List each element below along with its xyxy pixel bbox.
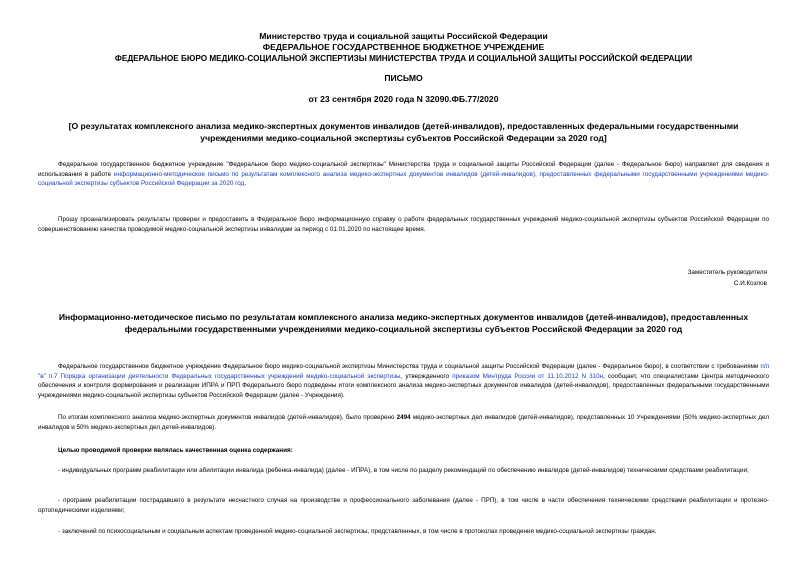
institution-heading: ФЕДЕРАЛЬНОЕ ГОСУДАРСТВЕННОЕ БЮДЖЕТНОЕ УЧРЕЖДЕНИЕ (262, 42, 545, 52)
doc-type: ПИСЬМО (384, 73, 423, 83)
bureau-heading: ФЕДЕРАЛЬНОЕ БЮРО МЕДИКО-СОЦИАЛЬНОЙ ЭКСПЕРТИЗЫ МИНИСТЕРСТВА ТРУДА И СОЦИАЛЬНОЙ ЗАЩИТЫ РОССИЙСКОЙ ФЕДЕРАЦИИ (114, 54, 693, 63)
info-letter-title: Информационно-методическое письмо по результатам комплексного анализа медико-экспертных документов инвалидов (детей-инвалидов), предоставленных федеральными государственными учреждениями медико-социальной экспертизы субъектов Российской Федерации за 2020 год (58, 312, 749, 334)
signer-name: С.И.Козлов (733, 280, 767, 287)
letter-paragraph-2: Прошу проанализировать результаты проверки и предоставить в Федеральное бюро информационную справку о работе федеральных государственных учреждений медико-социальной экспертизы субъектов Российской Федерации по совершенствованию качества проводимой медико-социальной экспертизы инвалидам за период с 01.01.2020 по настоящее время. (38, 216, 769, 233)
info-paragraph-1 (38, 362, 769, 400)
ministry-heading: Министерство труда и социальной защиты Российской Федерации (259, 31, 548, 41)
goal-item-ipra: - индивидуальных программ реабилитации или абилитации инвалида (ребенка-инвалида) (далее - ИПРА), в том числе по разделу рекомендаций по обеспечению инвалидов (детей-инвалидов) техническими средствами реабилитации; (58, 467, 749, 474)
info-letter-link[interactable]: информационно-методическое письмо по результатам комплексного анализа медико-экспертных документов инвалидов (детей-инвалидов), предоставленных федеральными государственными учреждениями медико-социальной экспертизы субъектов Российской Федерации за 2020 год (38, 170, 769, 187)
info-p1-text-c: , сообщает, что специалистами Центра методического обеспечения и контроля формирования и реализации ИПРА и ПРП Федерального бюро подведены итоги комплексного анализа медико-экспертных документов инвалидов (детей-инвалидов), предоставленных федеральными государственными учреждениями медико-социальной экспертизы субъектов Российской Федерации (далее - Учреждения). (38, 372, 769, 399)
info-p2-text-b: медико-экспертных дел инвалидов (детей-инвалидов), представленных 10 Учреждениями (50% медико-экспертных дел инвалидов и 50% медико-экспертных дел детей-инвалидов). (38, 414, 769, 431)
signer-position: Заместитель руководителя (687, 269, 767, 276)
goal-heading (38, 446, 769, 456)
letter-p1-text-a: Федеральное государственное бюджетное учреждение "Федеральное бюро медико-социальной экспертизы" Министерства труда и социальной защиты Российской Федерации (далее - Федеральное бюро) направляет для сведения и использования в работе (38, 161, 769, 178)
order-procedure-link[interactable]: п/п "в" п.7 Порядка организации деятельности Федеральных государственных учреждений медико-социальной экспертизы (38, 363, 769, 380)
goal-item-prp: - программ реабилитации пострадавшего в результате несчастного случая на производстве и профессионального заболевания (далее - ПРП), в том числе в части обеспечения техническими средствами реабилитации и протезно-ортопедическими изделиями; (38, 497, 769, 514)
mintrud-order-link[interactable]: приказом Минтруда России от 11.10.2012 N 310н (452, 372, 604, 380)
letter-p1-text-b: . (244, 180, 247, 187)
letter-paragraph-1 (38, 160, 769, 189)
info-p2-text-a: По итогам комплексного анализа медико-экспертных документов инвалидов (детей-инвалидов), было проверено (58, 414, 397, 421)
doc-date-number: от 23 сентября 2020 года N 32090.ФБ.77/2020 (308, 94, 499, 104)
info-paragraph-2 (38, 413, 769, 432)
goal-text: Целью проводимой проверки являлась качественная оценка содержания: (58, 447, 293, 454)
info-p1-text-a: Федеральное государственное бюджетное учреждение Федеральное бюро медико-социальной экспертизы Министерства труда и социальной защиты Российской Федерации (далее - Федеральное бюро), в соответствии с требованиями (58, 363, 761, 370)
goal-item-conclusions: - заключений по психосоциальным и социальным аспектам проведенной медико-социальной экспертизы, представленных, в том числе в протоколах проведения медико-социальной экспертизы граждан. (58, 528, 657, 535)
letter-subject: [О результатах комплексного анализа медико-экспертных документов инвалидов (детей-инвалидов), предоставленных федеральными государственными учреждениями медико-социальной экспертизы субъектов Российской Федерации за 2020 год] (68, 121, 739, 143)
checked-cases-count: 2494 (396, 414, 411, 421)
info-p1-text-b: , утвержденного (400, 372, 453, 380)
